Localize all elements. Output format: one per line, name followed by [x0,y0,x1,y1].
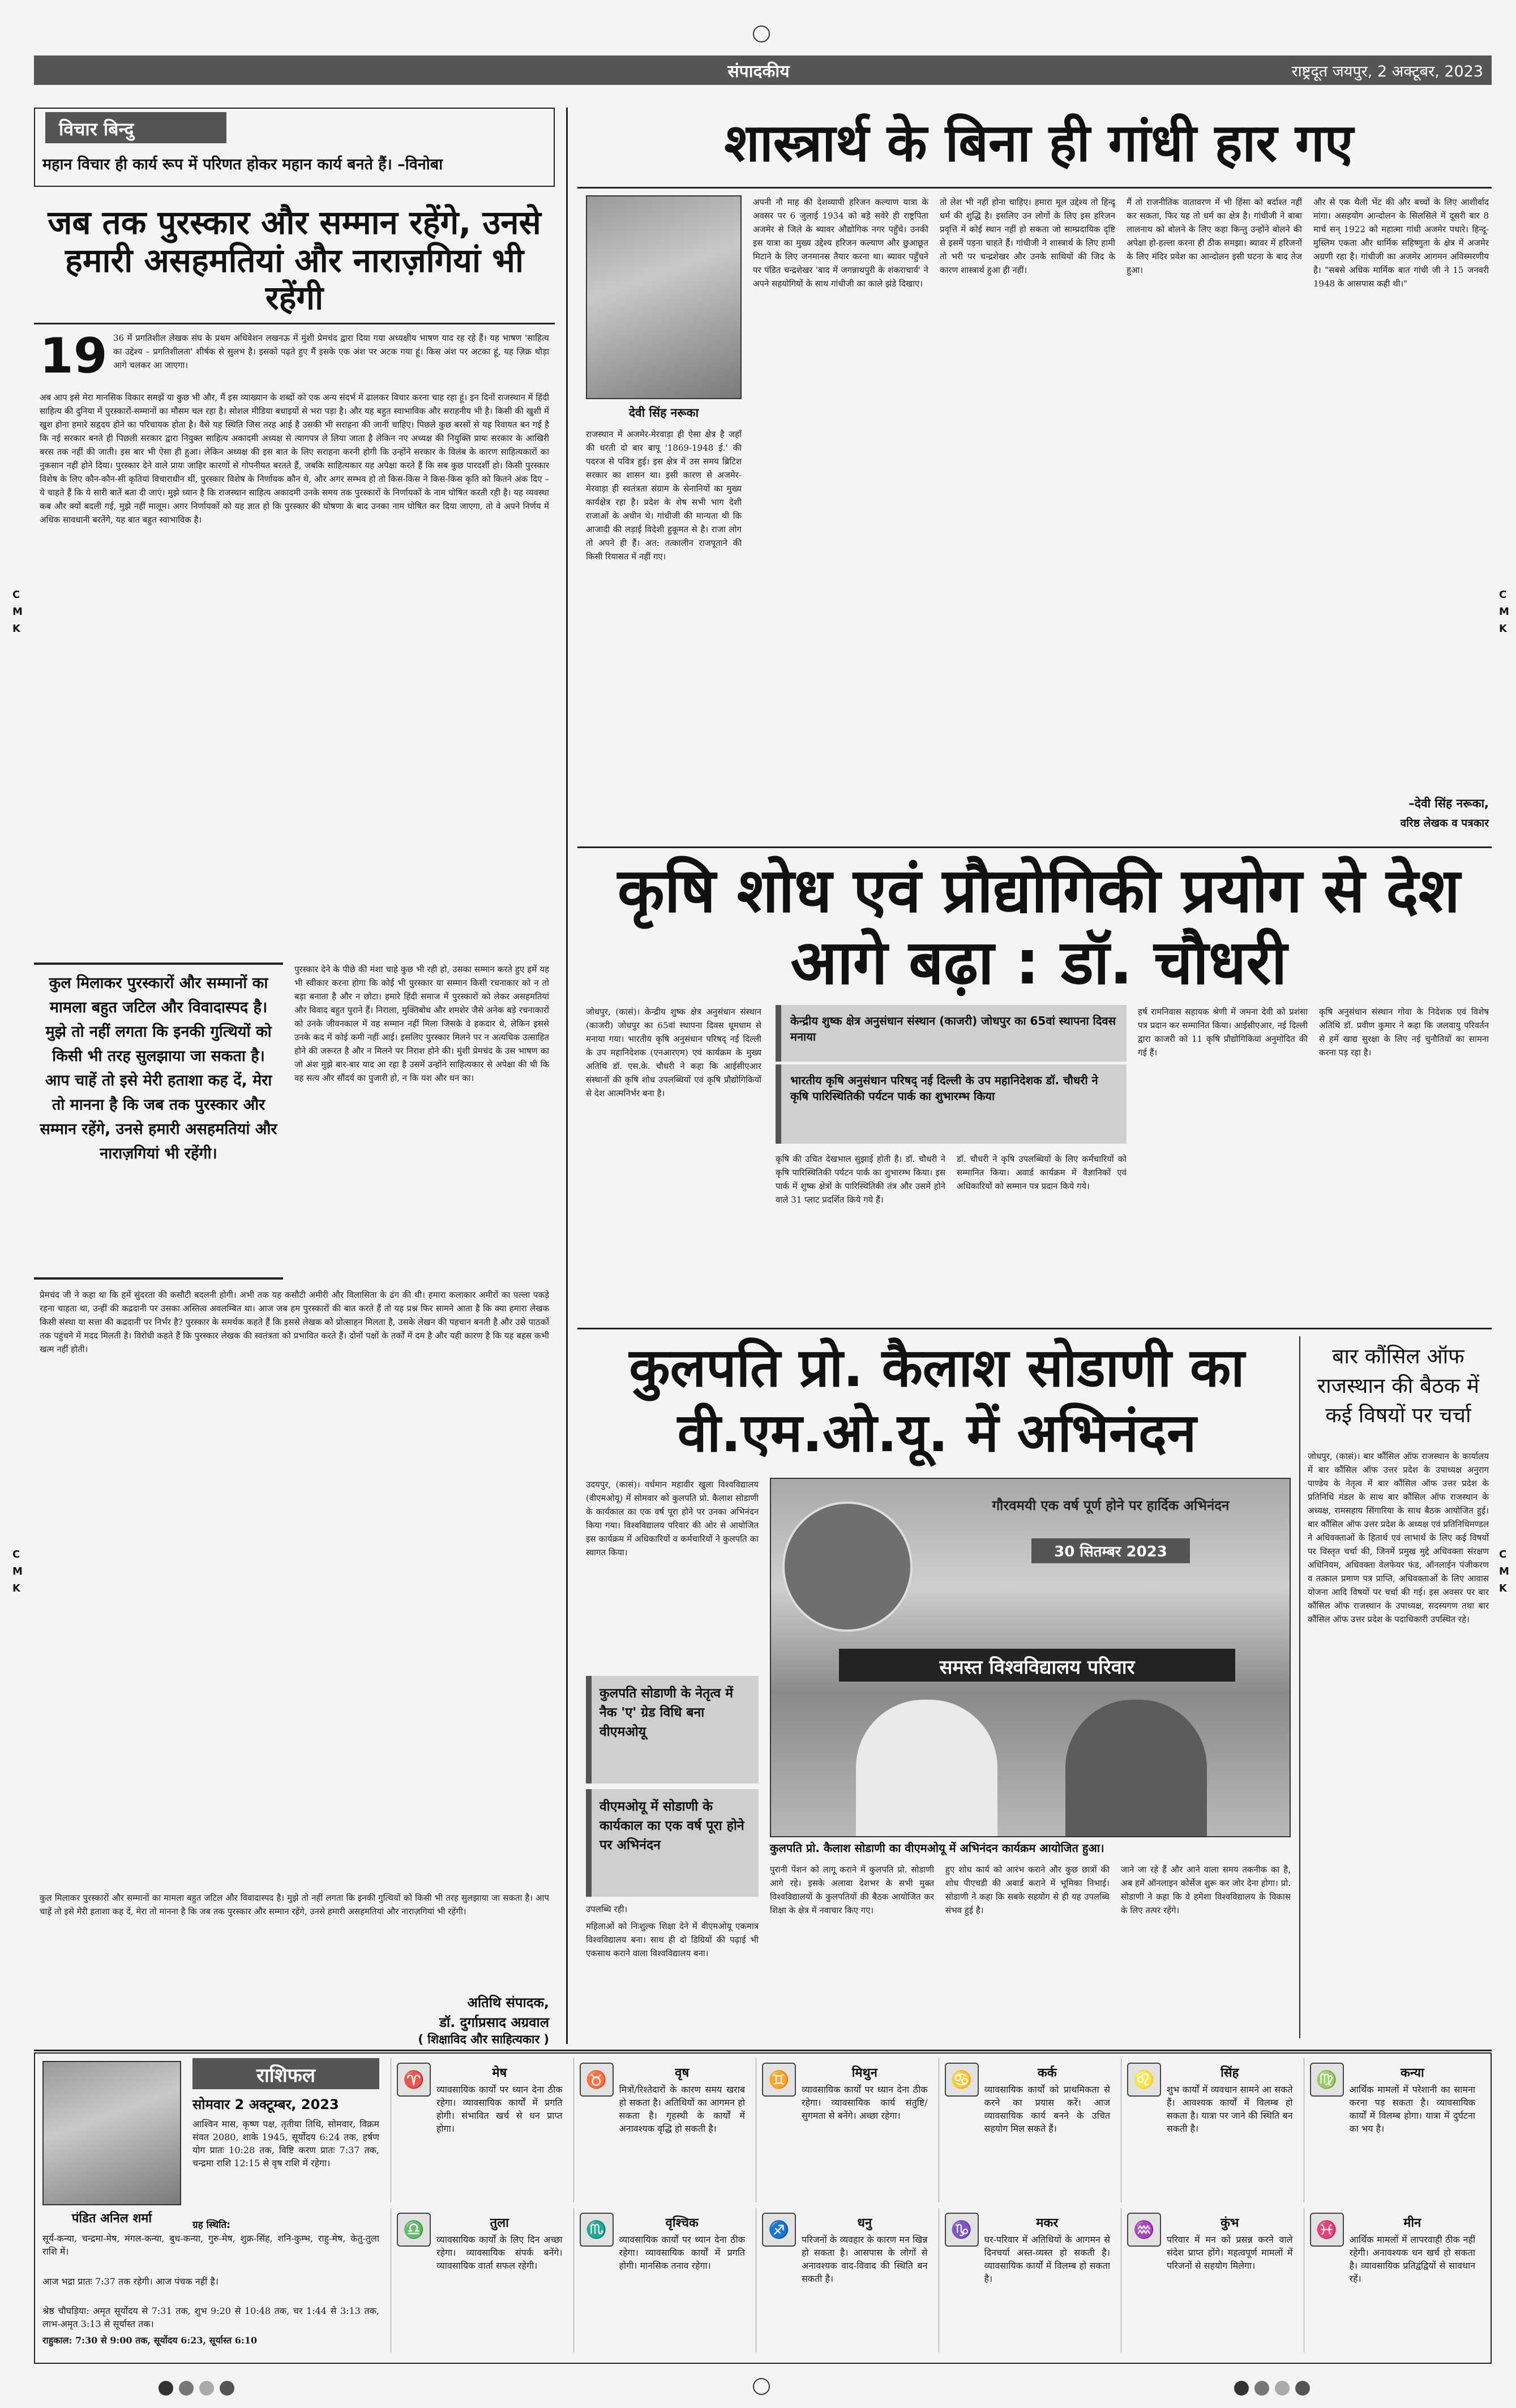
bar-council-title: बार कौंसिल ऑफ राजस्थान की बैठक में कई विषयों पर चर्चा [1317,1344,1480,1427]
rashi-text: व्यावसायिक कार्यों को प्राथमिकता से करने का प्रयास करें। आज व्यावसायिक कार्य बनने के उचित सहयोग मिल सकते हैं। [984,2084,1110,2134]
color-dots [1234,2381,1316,2398]
gandhi-author-role: वरिष्ठ लेखक व पत्रकार [1400,817,1489,829]
zodiac-icon: ♓ [1310,2213,1344,2247]
zodiac-icon: ♉ [580,2063,614,2097]
gandhi-col-4: मैं तो राजनीतिक वातावरण में भी हिंसा को बर्दाश्त नहीं कर सकता, फिर यह तो धर्म का क्षेत्र है। गांधीजी ने बाबा लालनाथ को बोलने के लिए कहा किन्तु उन्होंने बोलने की अपेक्षा हो-हल्ला करना ही ठीक समझा। ब्यावर में हरिजनों के लिए मंदिर प्रवेश का आन्दोलन इसी घटना के बाद तेज हुआ। [1127,197,1302,275]
divider [577,1328,1492,1329]
thought-quote: महान विचार ही कार्य रूप में परिणत होकर महान कार्य बनते हैं। –विनोबा [42,156,443,173]
dot [220,2381,234,2396]
rashi-text: व्यावसायिक कार्यों पर ध्यान देना ठीक रहेगा। व्यावसायिक कार्य संतुष्टि/सुगमता से बनेंगे। अच्छा रहेगा। [802,2084,928,2121]
margin-mark-k: K [12,623,20,635]
zodiac-icon: ♏ [580,2213,614,2247]
divider [577,187,1492,189]
agri-bullet-2: भारतीय कृषि अनुसंधान परिषद् नई दिल्ली के उप महानिदेशक डॉ. चौधरी ने कृषि पारिस्थितिकी पर्यटन पार्क का शुभारम्भ किया [776,1064,1127,1144]
divider [34,323,555,324]
zodiac-icon: ♈ [397,2063,431,2097]
vc-col-4: जाने जा रहे हैं और आने वाला समय तकनीक का है, अब हमें ऑनलाइन कोर्सेज शुरू कर जोर देना होगा। प्रो. सोडाणी ने कहा कि वे हमेशा विश्वविद्यालय के विकास के लिए तत्पर रहेंगे। [1121,1864,1291,1915]
photo-date: 30 सितम्बर 2023 [1031,1538,1190,1563]
margin-mark-m: M [12,1566,23,1577]
editorial-para-4: प्रेमचंद जी ने कहा था कि हमें सुंदरता की कसौटी बदलनी होगी। अभी तक यह कसौटी अमीरी और विलासिता के ढंग की थी। हमारा कलाकार अमीरों का पल्ला पकड़े रहना चाहता था, उन्हीं की कद्रदानी पर उसका अस्तित्व अवलम्बित था। आज जब हम पुरस्कारों की बात करते हैं तो यह प्रश्न फिर सामने आता है कि क्या हमारा लेखक किसी संस्था या सत्ता की कद्रदानी पर निर्भर है? पुरस्कार के समर्थक कहते हैं कि इससे लेखक को प्रोत्साहन मिलता है, उसके लेखन की पहचान बनती है और उसे पाठकों तक पहुंचने में मदद मिलती है। विरोधी कहते हैं कि पुरस्कार लेखक की स्वतंत्रता को प्रभावित करते हैं। दोनों पक्षों के तर्कों में दम है और यही कारण है कि यह बहस कभी खत्म नहीं होती। [40,1290,549,1354]
timing: आज भद्रा प्रातः 7:37 तक रहेगी। आज पंचक नहीं है। [42,2276,219,2287]
margin-mark-c: C [1499,589,1507,601]
pullquote: कुल मिलाकर पुरस्कारों और सम्मानों का मामला बहुत जटिल और विवादास्पद है। मुझे तो नहीं लगता कि इनकी गुत्थियों को किसी भी तरह सुलझाया जा सकता है। आप चाहें तो इसे मेरी हताशा कह दें, मेरा तो मानना है कि जब तक पुरस्कार और सम्मान रहेंगे, उनसे हमारी असहमतियां और नाराज़गियां भी रहेंगी। [40,974,277,1162]
dot [1234,2381,1249,2396]
rashifal-date: सोमवार 2 अक्टूम्बर, 2023 [192,2097,339,2112]
zodiac-icon: ♍ [1310,2063,1344,2097]
rashi-text: आर्थिक मामलों में लापरवाही ठीक नहीं रहेगी। अनावश्यक धन खर्च हो सकता है। व्यावसायिक प्रतिद्वंद्वियों से सावधान रहें। [1349,2234,1475,2284]
thought-label: विचार बिन्दु [45,112,226,143]
rashi-text: मित्रों/रिश्तेदारों के कारण समय खराब हो सकता है। अतिथियों का आगमन हो सकता है। गृहस्थी के कार्यों में अनावश्यक वृद्धि हो सकती है। [619,2084,745,2134]
gandhi-col-2: अपनी नौ माह की देशव्यापी हरिजन कल्याण यात्रा के अवसर पर 6 जुलाई 1934 को बड़े सवेरे ही राष्ट्रपिता अजमेर से जिले के ब्यावर औद्योगिक नगर पहुँचे। उनकी इस यात्रा का मुख्य उद्देश्य हरिजन कल्याण और छुआछूत मिटाने के लिए जनमानस तैयार करना था। ब्यावर पहुँचने पर पंडित चन्द्रशेखर 'बाद में जगन्नाथपुरी के शंकराचार्य' ने अपने सहयोगियों के साथ गांधीजी का काले झंडे दिखाए। [753,197,928,289]
divider [1299,1336,1300,2038]
rashi-name: मेष [492,2066,507,2080]
rashi-text: व्यावसायिक कार्यों पर ध्यान देना ठीक रहेगा। व्यावसायिक कार्यों में प्रगति होगी। मानसिक तनाव रहेगा। [619,2234,745,2271]
bar-council-text: जोधपुर, (कासं)। बार कौंसिल ऑफ राजस्थान के कार्यालय में बार कौंसिल ऑफ उत्तर प्रदेश के उपाध्यक्ष अनुराग पाण्डेय के नेतृत्व में बार कौंसिल ऑफ उत्तर प्रदेश के प्रतिनिधि मंडल के साथ बार कौंसिल ऑफ राजस्थान के अध्यक्ष, रामसहाय सिंगारिया के साथ बैठक आयोजित हुई। बार कौंसिल ऑफ उत्तर प्रदेश के अध्यक्ष एवं प्रतिनिधिमण्डल ने अधिवक्ताओं के हितार्थ एवं लाभार्थ के लिए कई विषयों पर विस्तृत चर्चा की, जिनमें प्रमुख मुद्दे अधिवक्ता संरक्षण अधिनियम, अधिवक्ता वेलफेयर फंड, ऑनलाईन पंजीकरण व तत्काल प्रमाण पत्र प्राप्ति, अधिवक्ताओं के लिए आवास योजना आदि विषयों पर चर्चा की गई। इस अवसर पर बार कौंसिल ऑफ राजस्थान के उपाध्यक्ष, सदस्यगण तथा बार कौंसिल ऑफ उत्तर प्रदेश के पदाधिकारी उपस्थित रहे। [1308,1451,1489,1624]
vc-extra: महिलाओं को निःशुल्क शिक्षा देने में वीएमओयू एकमात्र विश्वविद्यालय बना। साथ ही दो डिग्रियों की पढ़ाई भी एकसाथ कराने वाला विश्वविद्यालय बना। [586,1921,759,1958]
rashi-name: कन्या [1400,2066,1424,2080]
rashi-cell [756,2058,934,2202]
agri-col-5: कृषि अनुसंधान संस्थान गोवा के निदेशक एवं विशेष अतिथि डॉ. प्रवीण कुमार ने कहा कि जलवायु परिवर्तन से हमें खाद्य सुरक्षा के लिए नई चुनौतियों का सामना करना पड़ रहा है। [1319,1007,1489,1058]
vc-title: कुलपति प्रो. कैलाश सोडाणी का वी.एम.ओ.यू. में अभिनंदन [629,1337,1245,1464]
person-right [1065,1700,1207,1837]
rashi-cell [756,2208,934,2353]
margin-mark-k: K [12,1582,20,1594]
rashi-text: घर-परिवार में अतिथियों के आगमन से दिनचर्या अस्त-व्यस्त हो सकती है। व्यावसायिक कार्यों में विलम्ब हो सकता है। [984,2234,1110,2284]
gandhi-col-5: और से एक थैली भेंट की और बच्चों के लिए आशीर्वाद मांगा। असहयोग आन्दोलन के सिलसिले में दूसरी बार 8 मार्च सन् 1922 को महात्मा गांधी अजमेर पधारे। हिन्दू-मुस्लिम एकता और धार्मिक सहिष्णुता के क्षेत्र में अजमेर अग्रणी रहा है। गांधीजी का अजमेर आगमन अविस्मरणीय है। "सबसे अधिक मार्मिक बात गांधी जी ने 15 जनवरी 1948 के आसपास कही थी।" [1313,197,1489,289]
person-left [856,1700,997,1837]
author-photo [586,195,742,399]
zodiac-icon: ♒ [1127,2213,1161,2247]
rashi-text: परिजनों के व्यवहार के कारण मन खिन्न हो सकता है। आसपास के लोगों से अनावश्यक वाद-विवाद की स्थिति बन सकती है। [802,2234,928,2284]
rashi-grid [391,2058,1486,2358]
vc-bullet-1: कुलपति सोडाणी के नेतृत्व में नैक 'ए' ग्रेड विधि बना वीएमओयू [586,1676,759,1783]
margin-mark-c: C [1499,1549,1507,1560]
editorial-byline: अतिथि संपादक, [467,1995,549,2011]
editorial-para-2: अब आप इसे मेरा मानसिक विकार समझें या कुछ भी और, मैं इस व्याख्यान के शब्दों को एक अन्य संदर्भ में ढालकर विचार करना चाह रहा हूं। इन दिनों राजस्थान में हिंदी साहित्य की दुनिया में पुरस्कारों-सम्मानों का मौसम चल रहा है। सोशल मीडिया बधाइयों से भरा पड़ा है। और यह बहुत स्वाभाविक और सराहनीय भी है। किसी की खुशी में खुश होना हमारे सहृदय होने का परिचायक होता है। वैसे यह स्थिति जिस तरह आई है उसकी भी सराहना की जानी चाहिए। पिछले कुछ बरसों से यह रिवायत बन गई है कि नई सरकार बनते ही पिछली सरकार द्वारा नियुक्त साहित्य अकादमी अध्यक्ष से त्यागपत्र ले लिया जाता है लेकिन नए अध्यक्ष की नियुक्ति प्रायः सरकार के आखिरी बरस तक नहीं की जाती। इस बार भी ऐसा ही हुआ। लेकिन अध्यक्ष की इस बात के लिए सराहना करनी होगी कि उन्होंने सरकार के विलंब के कारण साहित्यकारों का नुकसान नहीं होने दिया। पुरस्कार देने वाले प्रायः जाहिर कारणों से गोपनीयत बरतते हैं, जबकि साहित्यकार यह अपेक्षा करते हैं कि सब कुछ पारदर्शी हो। किसी पुरस्कार विशेष के लिए कौन-कौन-सी कृतियां विचाराधीन थीं, पुरस्कार विशेष के निर्णायक कौन थे, और अगर सम्भव हो तो किस-किस ने किस-किस कृति को कितने अंक दिए – ये चाहते हैं कि ये सारी बातें बता दी जाएं। मुझे ध्यान है कि राजस्थान साहित्य अकादमी उनके समय तक पुरस्कारों के निर्णायकों के नाम घोषित करती रही है। यह व्यवस्था कब और क्यों बदली गई, मुझे नहीं मालूम। अगर निर्णायकों को यह ज्ञात हो कि पुरस्कार की घोषणा के बाद उनका नाम घोषित कर दिया जाएगा, तो वे अपने निर्णय में अधिक सावधानी बरतेंगे, यह बात बहुत स्वाभाविक है। [40,392,549,525]
zodiac-icon: ♊ [762,2063,796,2097]
rashi-name: धनु [857,2216,872,2230]
rashi-text: व्यावसायिक कार्यों पर ध्यान देना ठीक रहेगा। व्यावसायिक कार्यों में प्रगति होगी। संभावित खर्च से धन प्राप्त होगा। [436,2084,563,2134]
zodiac-icon: ♎ [397,2213,431,2247]
drop-cap: 19 [40,328,108,384]
gandhi-col-1: राजस्थान में अजमेर-मेरवाड़ा ही ऐसा क्षेत्र है जहाँ की धरती दो बार बापू '1869-1948 ई.' की पदरज से पवित्र हुई। इस क्षेत्र में उस समय ब्रिटिश सरकार का शासन था। इसी कारण से अजमेर-मेरवाड़ा ही स्वतंत्रता संग्राम के सेनानियों का मुख्य कार्यक्षेत्र रहा है। प्रदेश के शेष सभी भाग देशी राजाओं के अधीन थे। गांधीजी की मान्यता थी कि आजादी की लड़ाई विदेशी हुकूमत से है। राजा लोग तो अपने ही हैं। अत: तत्कालीन राजपूताने की किसी रियासत में नहीं गए। [586,429,742,562]
dot [1275,2381,1290,2396]
vc-extra-head: उपलब्धि रही। [586,1904,628,1914]
divider [577,846,1492,848]
rashi-name: कर्क [1037,2066,1057,2080]
astrologer-photo [42,2061,181,2205]
rashi-cell [391,2208,569,2353]
zodiac-icon: ♋ [945,2063,979,2097]
rashi-name: तुला [490,2216,509,2230]
rashi-name: सिंह [1220,2066,1239,2080]
rashi-cell [939,2058,1117,2202]
gandhi-col-3: तो लेश भी नहीं होना चाहिए। हमारा मूल उद्देश्य तो हिन्दू धर्म की शुद्धि है। इसलिए उन लोगों के लिए इस हरिजन प्रवृत्ति में कोई स्थान नहीं हो सकता जो साम्प्रदायिक दृष्टि से इसमें पड़ना चाहते हैं। गांधीजी ने शास्त्रार्थ के लिए हामी तो भरी पर चन्द्रशेखर और उनके साथियों की जिद के कारण शास्त्रार्थ हुआ ही नहीं। [940,197,1115,275]
rashi-name: मिथुन [851,2066,877,2080]
rashi-name: मीन [1403,2216,1421,2230]
rashifal-label: राशिफल [192,2058,379,2089]
rashi-text: शुभ कार्यों में व्यवधान सामने आ सकते हैं। आवश्यक कार्यों में विलम्ब हो सकता है। यात्रा पर जाने की स्थिति बन सकती है। [1167,2084,1293,2134]
editorial-para-1: 36 में प्रगतिशील लेखक संघ के प्रथम अधिवेशन लखनऊ में मुंशी प्रेमचंद द्वारा दिया गया अध्यक्षीय भाषण याद रह रहे हैं। यह भाषण 'साहित्य का उद्देश्य – प्रगतिशीलता' शीर्षक से सुलभ है। इसको पढ़ते हुए मैं इसके एक अंश पर अटक गया हूं। किस अंश पर अटका हूं, यह ज़िक्र थोड़ा आगे चलकर आ जाएगा। [113,333,549,370]
rashi-text: व्यावसायिक कार्यों के लिए दिन अच्छा रहेगा। व्यावसायिक संपर्क बनेंगे। व्यावसायिक वार्ता सफल रहेगी। [436,2234,563,2271]
rashi-cell [1304,2058,1482,2202]
agri-col-2: कृषि की उचित देखभाल सुझाई होती है। डॉ. चौधरी ने कृषि पारिस्थितिकी पर्यटन पार्क का शुभारम्भ किया। इस पार्क में शुष्क क्षेत्रों के पारिस्थितिकी तंत्र और उसमें होने वाले 31 प्लाट प्रदर्शित किये गये हैं। [776,1154,945,1205]
rashi-cell [1304,2208,1482,2353]
vc-col-2: पुरानी पेंशन को लागू कराने में कुलपति प्रो. सोडाणी आगे रहे। इसके अलावा देशभर के सभी मुक्त विश्वविद्यालयों के कुलपतियों की बैठक आयोजित कर शिक्षा के क्षेत्र में नवाचार किए गए। [770,1864,934,1915]
zodiac-icon: ♐ [762,2213,796,2247]
dot [1254,2381,1269,2396]
dateline: राष्ट्रदूत जयपुर, 2 अक्टूबर, 2023 [1291,63,1483,80]
panchang: आश्विन मास, कृष्ण पक्ष, तृतीया तिथि, सोमवार, विक्रम संवत 2080, शाके 1945, सूर्योदय 6:24 तक, हर्षण योग प्रातः 10:28 तक, विष्टि करण प्रातः 7:37 तक, चन्द्रमा राशि 12:15 से वृष राशि में रहेगा। [192,2119,379,2169]
rashi-name: कुंभ [1220,2216,1239,2230]
photo-banner: समस्त विश्वविद्यालय परिवार [839,1649,1235,1682]
margin-mark-m: M [12,606,23,618]
photo-heading: गौरवमयी एक वर्ष पूर्ण होने पर हार्दिक अभिनंदन [992,1498,1230,1513]
event-photo [770,1478,1291,1837]
rashi-cell [939,2208,1117,2353]
dot [179,2381,194,2396]
gandhi-title: शास्त्रार्थ के बिना ही गांधी हार गए [724,113,1354,173]
margin-mark-m: M [1499,606,1509,618]
gandhi-author: –देवी सिंह नरूका, [1408,797,1489,810]
agri-col-3: डॉ. चौधरी ने कृषि उपलब्धियों के लिए कर्मचारियों को सम्मानित किया। अवार्ड कार्यक्रम में वैज्ञानिकों एवं अधिकारियों को सम्मान पत्र प्रदान किये गये। [957,1154,1127,1191]
rashi-name: वृष [675,2066,690,2080]
agri-bullet-1: केन्द्रीय शुष्क क्षेत्र अनुसंधान संस्थान (काजरी) जोधपुर का 65वां स्थापना दिवस मनाया [776,1005,1127,1062]
rashi-text: परिवार में मन को प्रसन्न करने वाले संदेश प्राप्त होंगे। महत्वपूर्ण मामलों में परिजनों से सहयोग मिलेगा। [1167,2234,1293,2271]
margin-mark-c: C [12,1549,20,1560]
rahukal: राहुकाल: 7:30 से 9:00 तक, सूर्योदय 6:23, सूर्यास्त 6:10 [42,2335,258,2346]
agri-title: कृषि शोध एवं प्रौद्योगिकी प्रयोग से देश आगे बढ़ा : डॉ. चौधरी [617,856,1461,999]
registration-mark [753,25,770,42]
margin-mark-k: K [1499,623,1507,635]
zodiac-icon: ♑ [945,2213,979,2247]
planets-label: ग्रह स्थिति: [192,2219,230,2231]
editorial-para-5: कुल मिलाकर पुरस्कारों और सम्मानों का मामला बहुत जटिल और विवादास्पद है। मुझे तो नहीं लगता कि इनकी गुत्थियों को किसी भी तरह सुलझाया जा सकता है। आप चाहें तो इसे मेरी हताशा कह दें, मेरा तो मानना है कि जब तक पुरस्कार और सम्मान रहेंगे, उनसे हमारी असहमतियां और नाराज़गियां भी रहेंगी। [40,1893,549,1917]
rashi-cell [1121,2058,1299,2202]
editorial-author-role: ( शिक्षाविद और साहित्यकार ) [418,2033,549,2046]
dot [1295,2381,1310,2396]
rashi-cell [1121,2208,1299,2353]
dot [159,2381,173,2396]
rashi-cell [391,2058,569,2202]
rashi-cell [573,2208,752,2353]
agri-col-4: हर्ष रामनिवास सहायक श्रेणी में जमना देवी को प्रशंसा पत्र प्रदान कर सम्मानित किया। आईसीएआर, नई दिल्ली द्वारा काजरी को 11 कृषि प्रौद्योगिकियां अनुमोदित की गई हैं। [1138,1007,1308,1058]
editorial-title: जब तक पुरस्कार और सम्मान रहेंगे, उनसे हमारी असहमतियां और नाराज़गियां भी रहेंगी [48,203,541,318]
photo-caption: कुलपति प्रो. कैलाश सोडाणी का वीएमओयू में अभिनंदन कार्यक्रम आयोजित हुआ। [770,1841,1104,1855]
margin-mark-k: K [1499,1582,1507,1594]
portrait [782,1502,913,1632]
vc-bullet-2: वीएमओयू में सोडाणी के कार्यकाल का एक वर्ष पूरा होने पर अभिनंदन [586,1789,759,1897]
column-divider [566,108,568,2044]
margin-mark-m: M [1499,1566,1509,1577]
planets: सूर्य-कन्या, चन्द्रमा-मेष, मंगल-कन्या, बुध-कन्या, गुरु-मेष, शुक्र-सिंह, शनि-कुम्भ, राहु-मेष, केतु-तुला राशि में। [42,2233,379,2257]
rashi-cell [573,2058,752,2202]
vc-col-1: उदयपुर, (कासं)। वर्धमान महावीर खुला विश्वविद्यालय (वीएमओयू) में सोमवार को कुलपति प्रो. कैलाश सोडाणी के कार्यकाल का एक वर्ष पूरा होने पर उनका अभिनंदन किया गया। विश्वविद्यालय परिवार की ओर से आयोजित इस कार्यक्रम में अधिकारियों व कर्मचारियों ने कुलपति का स्वागत किया। [586,1479,759,1558]
color-dots [159,2381,240,2398]
divider [34,2050,1492,2051]
registration-mark [753,2378,770,2395]
dot [199,2381,214,2396]
vc-col-3: हुए शोध कार्य को आरंभ कराने और कुछ छात्रों की शोध पीएचडी की अवार्ड कराने में भूमिका निभाई। सोडाणी ने कहा कि सबके सहयोग से ही यह उपलब्धि संभव हुई है। [945,1864,1110,1915]
section-label: संपादकीय [727,62,790,82]
agri-col-1: जोधपुर, (कासं)। केन्द्रीय शुष्क क्षेत्र अनुसंधान संस्थान (काजरी) जोधपुर का 65वां स्थापना दिवस धूमधाम से मनाया गया। भारतीय कृषि अनुसंधान परिषद् नई दिल्ली के उप महानिदेशक (एनआरएम) एवं कार्यक्रम के मुख्य अतिथि डॉ. एस.के. चौधरी ने कहा कि आईसीएआर संस्थानों की कृषि शोध उपलब्धियों एवं कृषि प्रौद्योगिकियों से देश आत्मनिर्भर बना है। [586,1007,761,1098]
editorial-para-3: पुरस्कार देने के पीछे की मंशा चाहे कुछ भी रही हो, उसका सम्मान करते हुए हमें यह भी स्वीकार करना होगा कि कोई भी पुरस्कार या सम्मान किसी रचनाकार को न तो बड़ा बनाता है और न छोटा। हमारे हिंदी समाज में पुरस्कारों को लेकर असहमतियां और विवाद बहुत पुराने हैं। निराला, मुक्तिबोध और शमशेर जैसे अनेक बड़े रचनाकारों को उनके जीवनकाल में वह सम्मान नहीं मिला जिसके वे हकदार थे, लेकिन इससे उनके कद में कोई कमी नहीं आई। इसलिए पुरस्कार मिलने पर न अत्यधिक उत्साहित होने की जरूरत है और न मिलने पर निराश होने की। मुंशी प्रेमचंद के उस भाषण का जो अंश मुझे बार-बार याद आ रहा है उसमें उन्होंने साहित्यकार से अपेक्षा की थी कि वह सत्य और सौंदर्य का पुजारी हो, न कि यश और धन का। [294,964,549,1083]
photo-caption: देवी सिंह नरूका [628,406,699,420]
rashi-text: आर्थिक मामलों में परेशानी का सामना करना पड़ सकता है। व्यावसायिक कार्यों में विलम्ब होगा। यात्रा में दुर्घटना का भय है। [1349,2084,1475,2134]
editorial-author: डॉ. दुर्गाप्रसाद अग्रवाल [439,2014,549,2030]
margin-mark-c: C [12,589,20,601]
choghadiya: श्रेष्ठ चौघड़िया: अमृत सूर्योदय से 7:31 तक, शुभ 9:20 से 10:48 तक, चर 1:44 से 3:13 तक, लाभ-अमृत 3:13 से सूर्यास्त तक। [42,2306,379,2329]
zodiac-icon: ♌ [1127,2063,1161,2097]
rashi-name: मकर [1036,2216,1059,2230]
rashi-name: वृश्चिक [665,2216,699,2230]
astrologer-name: पंडित अनिल शर्मा [71,2212,152,2226]
